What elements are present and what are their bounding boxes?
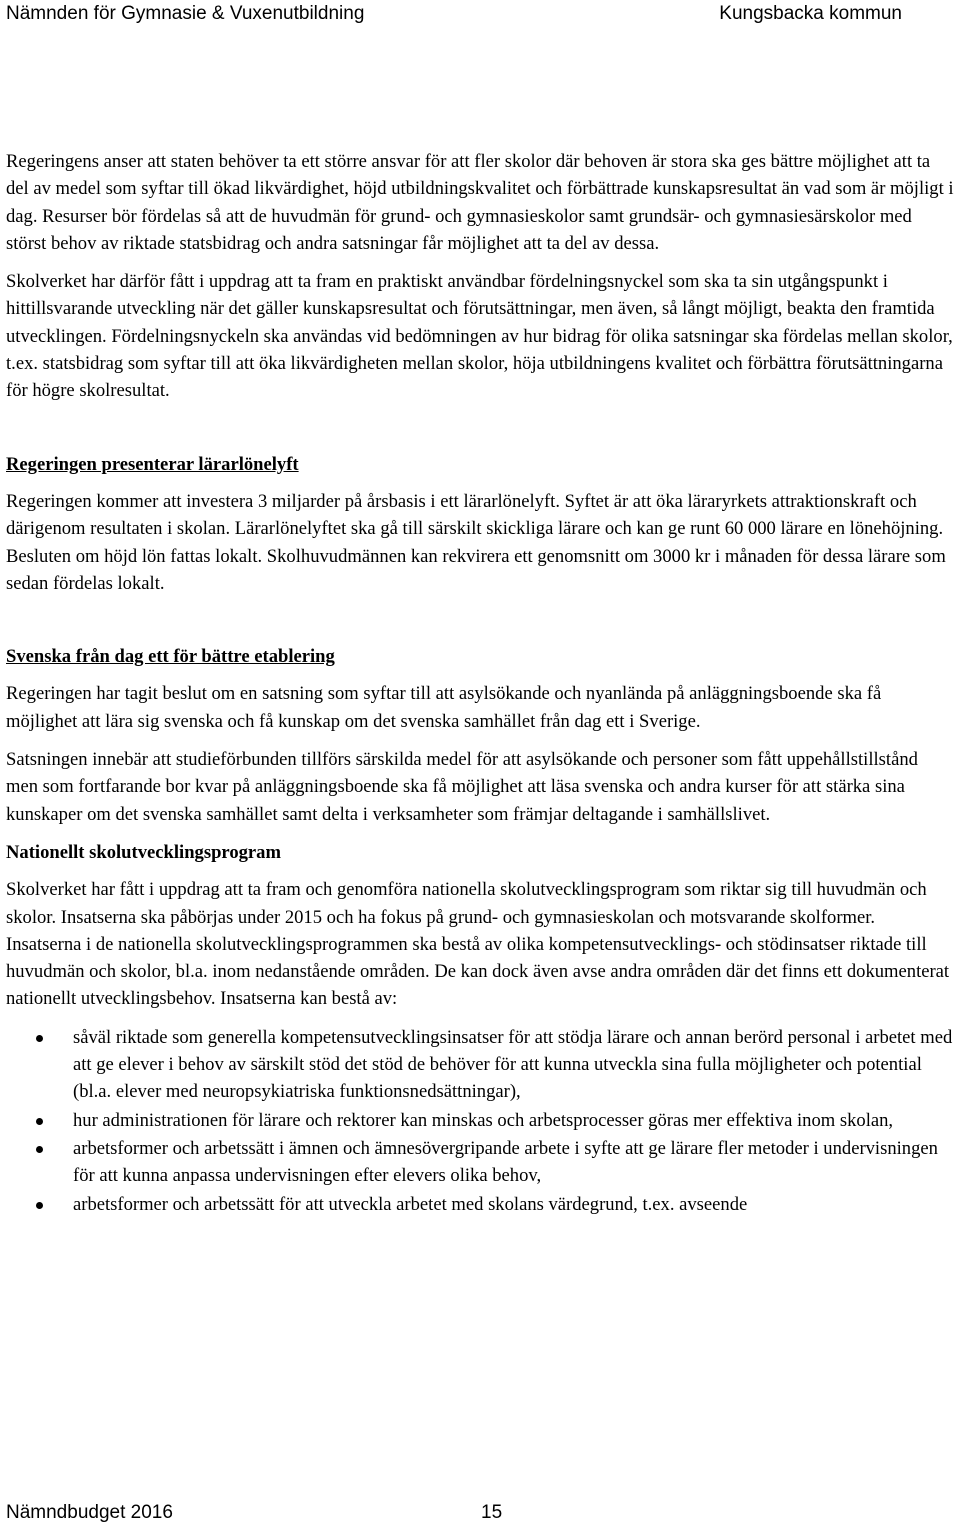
- list-item-text: arbetsformer och arbetssätt för att utveckla arbetet med skolans värdegrund, t.ex. avseende: [73, 1193, 748, 1215]
- header-organization: Nämnden för Gymnasie & Vuxenutbildning: [6, 3, 365, 24]
- footer-document-title: Nämndbudget 2016: [6, 1502, 173, 1523]
- section-heading-svenska-fran-dag-ett: Svenska från dag ett för bättre etablering: [6, 646, 335, 668]
- list-item: [6, 1191, 954, 1218]
- bullet-icon: [36, 1035, 43, 1042]
- paragraph: Regeringen har tagit beslut om en satsning som syftar till att asylsökande och nyanlända på anläggningsboende ska få möjlighet att lära sig svenska och få kunskap om det svenska samhället från dag ett i Sverige.: [6, 683, 882, 732]
- bullet-icon: [36, 1118, 43, 1125]
- list-item: [6, 1135, 954, 1190]
- bullet-icon: [36, 1146, 43, 1153]
- document-body: [6, 148, 954, 1219]
- bullet-icon: [36, 1202, 43, 1209]
- list-item: [6, 1024, 954, 1106]
- paragraph: Satsningen innebär att studieförbunden tillförs särskilda medel för att asylsökande och personer som fått uppehållstillstånd men som fortfarande bor kvar på anläggningsboende ska få möjlighet att läsa svenska och andra kurser för att stärka sina kunskaper om det svenska samhället samt delta i verksamheter som främjar deltagande i samhällslivet.: [6, 749, 918, 825]
- section-heading-lararlonelyft: Regeringen presenterar lärarlönelyft: [6, 453, 299, 475]
- paragraph: Regeringen kommer att investera 3 miljarder på årsbasis i ett lärarlönelyft. Syftet är att öka läraryrkets attraktionskraft och därigenom resultaten i skolan. Lärarlönelyftet ska gå till särskilt skickliga lärare och kan ge runt 60 000 lärare en lönehöjning. Besluten om höjd lön fattas lokalt. Skolhuvudmännen kan rekvirera ett genomsnitt om 3000 kr i månaden för dessa lärare som sedan fördelas lokalt.: [6, 490, 946, 594]
- list-item: [6, 1107, 954, 1134]
- paragraph: Skolverket har därför fått i uppdrag att ta fram en praktiskt användbar fördelningsnyckel som ska ta sin utgångspunkt i hittillsvarande utveckling när det gäller kunskapsresultat och förutsättningar, men även, så långt möjligt, beakta den framtida utvecklingen. Fördelningsnyckeln ska användas vid bedömningen av hur bidrag för olika satsningar ska fördelas mellan skolor, t.ex. statsbidrag som syftar till att öka likvärdigheten mellan skolor, höja utbildningens kvalitet och förbättra förutsättningarna för högre skolresultat.: [6, 271, 953, 402]
- bullet-list: [6, 1024, 954, 1218]
- list-item-text: arbetsformer och arbetssätt i ämnen och ämnesövergripande arbete i syfte att ge lärare fler metoder i undervisningen för att kunna anpassa undervisningen efter elevers olika behov,: [73, 1137, 938, 1187]
- page-header: [0, 0, 960, 30]
- section-heading-skolutvecklingsprogram: Nationellt skolutvecklingsprogram: [6, 841, 281, 863]
- list-item-text: hur administrationen för lärare och rektorer kan minskas och arbetsprocesser göras mer effektiva inom skolan,: [73, 1109, 894, 1131]
- header-municipality: Kungsbacka kommun: [719, 3, 902, 24]
- page-number: 15: [481, 1502, 503, 1523]
- page-footer: [6, 1500, 954, 1526]
- paragraph: Regeringens anser att staten behöver ta ett större ansvar för att fler skolor där behoven är stora ska ges bättre möjlighet att ta del av medel som syftar till ökad likvärdighet, höjd utbildningskvalitet och förbättrade kunskapsresultat än vad som är möjligt i dag. Resurser bör fördelas så att de huvudmän för grund- och gymnasieskolor samt grundsär- och gymnasiesärskolor med störst behov av riktade statsbidrag och andra satsningar får möjlighet att ta del av dessa.: [6, 151, 954, 254]
- paragraph: Skolverket har fått i uppdrag att ta fram och genomföra nationella skolutvecklingsprogram som riktar sig till huvudmän och skolor. Insatserna ska påbörjas under 2015 och ha fokus på grund- och gymnasieskolan och motsvarande skolformer. Insatserna i de nationella skolutvecklingsprogrammen ska bestå av olika kompetensutvecklings- och stödinsatser riktade till huvudmän och skolor, bl.a. inom nedanstående områden. De kan dock även avse andra områden där det finns ett dokumenterat nationellt utvecklingsbehov. Insatserna kan bestå av:: [6, 879, 950, 1010]
- list-item-text: såväl riktade som generella kompetensutvecklingsinsatser för att stödja lärare och annan berörd personal i arbetet med att ge elever i behov av särskilt stöd det stöd de behöver för att kunna utveckla sina fulla möjligheter och potential (bl.a. elever med neuropsykiatriska funktionsnedsättningar),: [73, 1026, 953, 1103]
